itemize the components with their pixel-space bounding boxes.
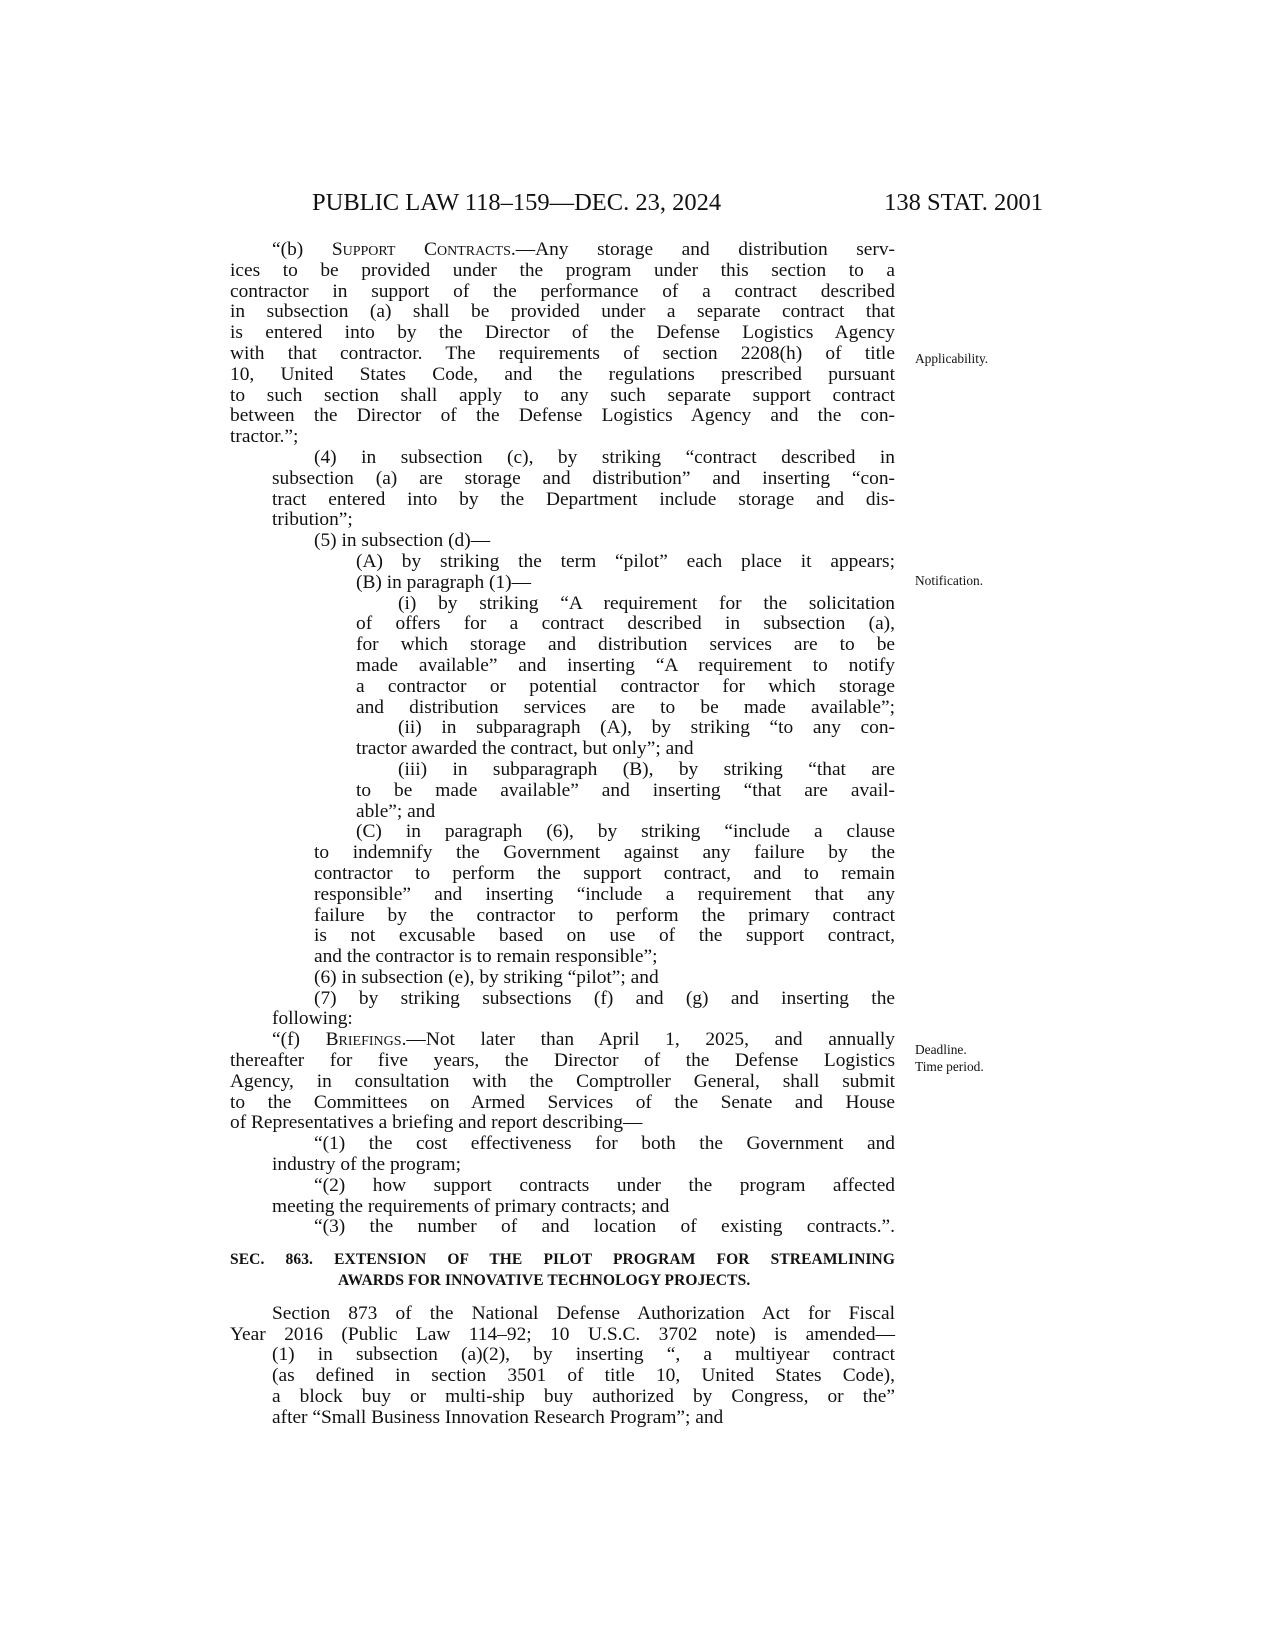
text-line: a block buy or multi-ship buy authorized by Congress, or the”: [272, 1386, 895, 1408]
text-line: (6) in subsection (e), by striking “pilot”; and: [314, 966, 659, 988]
text-line: (ii) in subparagraph (A), by striking “to any con-: [398, 717, 895, 739]
text-line: tractor awarded the contract, but only”; and: [356, 738, 694, 760]
text-line: tribution”;: [272, 509, 353, 531]
text-line: able”; and: [356, 800, 436, 822]
text-line: and distribution services are to be made available”;: [356, 696, 895, 718]
text-line: contractor in support of the performance of a contract described: [230, 280, 895, 302]
text-line: (C) in paragraph (6), by striking “include a clause: [356, 821, 895, 843]
text-line: a contractor or potential contractor for which storage: [356, 675, 895, 697]
page-header: [228, 186, 1043, 220]
text-line: Year 2016 (Public Law 114–92; 10 U.S.C. 3702 note) is amended—: [230, 1323, 895, 1345]
text-line: tractor.”;: [230, 426, 299, 448]
text-line: tract entered into by the Department include storage and dis-: [272, 488, 895, 510]
text-line: (5) in subsection (d)—: [314, 530, 491, 552]
text-line: to the Committees on Armed Services of the Senate and House: [230, 1091, 895, 1113]
text-line: (as defined in section 3501 of title 10, United States Code),: [272, 1365, 895, 1387]
header-stat-page: 138 STAT. 2001: [884, 189, 1043, 216]
text-line: for which storage and distribution services are to be: [356, 634, 895, 656]
text-line: responsible” and inserting “include a requirement that any: [314, 883, 895, 905]
text-line: thereafter for five years, the Director of the Defense Logistics: [230, 1050, 895, 1072]
text-line: ices to be provided under the program under this section to a: [230, 259, 895, 281]
text-line: is not excusable based on use of the support contract,: [314, 925, 895, 947]
text-line: made available” and inserting “A requirement to notify: [356, 654, 895, 676]
text-line: with that contractor. The requirements of section 2208(h) of title: [230, 342, 895, 364]
text-line: and the contractor is to remain responsible”;: [314, 946, 658, 968]
margin-note-notification: Notification.: [915, 573, 984, 588]
text-line: of offers for a contract described in subsection (a),: [356, 613, 895, 635]
text-line: between the Director of the Defense Logistics Agency and the con-: [230, 405, 895, 427]
margin-note-applicability: Applicability.: [915, 351, 989, 366]
text-line: is entered into by the Director of the Defense Logistics Agency: [230, 322, 895, 344]
text-line: (iii) in subparagraph (B), by striking “that are: [398, 758, 895, 780]
text-line: contractor to perform the support contract, and to remain: [314, 862, 895, 884]
text-line: Agency, in consultation with the Comptroller General, shall submit: [230, 1070, 895, 1092]
text-line: to such section shall apply to any such separate support contract: [230, 384, 895, 406]
header-title: PUBLIC LAW 118–159—DEC. 23, 2024: [312, 189, 722, 216]
text-line: “(f) Briefings.—Not later than April 1, 2025, and annually: [272, 1029, 896, 1051]
text-line: following:: [272, 1008, 353, 1030]
text-line: after “Small Business Innovation Research Program”; and: [272, 1406, 724, 1428]
section-heading: SEC. 863. EXTENSION OF THE PILOT PROGRAM FOR STREAMLINING: [230, 1251, 895, 1269]
text-line: “(1) the cost effectiveness for both the Government and: [314, 1133, 895, 1155]
text-line: (7) by striking subsections (f) and (g) and inserting the: [314, 987, 895, 1009]
text-line: (i) by striking “A requirement for the solicitation: [398, 592, 895, 614]
text-line: “(3) the number of and location of existing contracts.”.: [314, 1216, 895, 1238]
section-heading: AWARDS FOR INNOVATIVE TECHNOLOGY PROJECTS.: [338, 1272, 751, 1290]
text-line: “(2) how support contracts under the program affected: [314, 1174, 895, 1196]
text-line: industry of the program;: [272, 1154, 462, 1176]
text-line: (4) in subsection (c), by striking “contract described in: [314, 446, 895, 468]
text-line: of Representatives a briefing and report describing—: [230, 1112, 643, 1134]
text-line: (B) in paragraph (1)—: [356, 571, 531, 593]
text-line: in subsection (a) shall be provided under a separate contract that: [230, 301, 895, 323]
text-line: (A) by striking the term “pilot” each place it appears;: [356, 550, 895, 572]
text-line: 10, United States Code, and the regulations prescribed pursuant: [230, 363, 895, 385]
text-line: (1) in subsection (a)(2), by inserting “, a multiyear contract: [272, 1344, 895, 1366]
text-line: failure by the contractor to perform the primary contract: [314, 904, 895, 926]
text-line: to be made available” and inserting “that are avail-: [356, 779, 895, 801]
text-line: “(b) Support Contracts.—Any storage and distribution serv-: [272, 239, 895, 260]
text-line: Section 873 of the National Defense Authorization Act for Fiscal: [272, 1302, 895, 1324]
margin-note-deadline: Deadline.: [915, 1042, 967, 1057]
text-line: meeting the requirements of primary contracts; and: [272, 1195, 670, 1217]
document-body: [230, 240, 895, 1429]
margin-note-time-period: Time period.: [915, 1059, 984, 1074]
text-line: to indemnify the Government against any failure by the: [314, 842, 895, 864]
text-line: subsection (a) are storage and distribution” and inserting “con-: [272, 467, 895, 489]
